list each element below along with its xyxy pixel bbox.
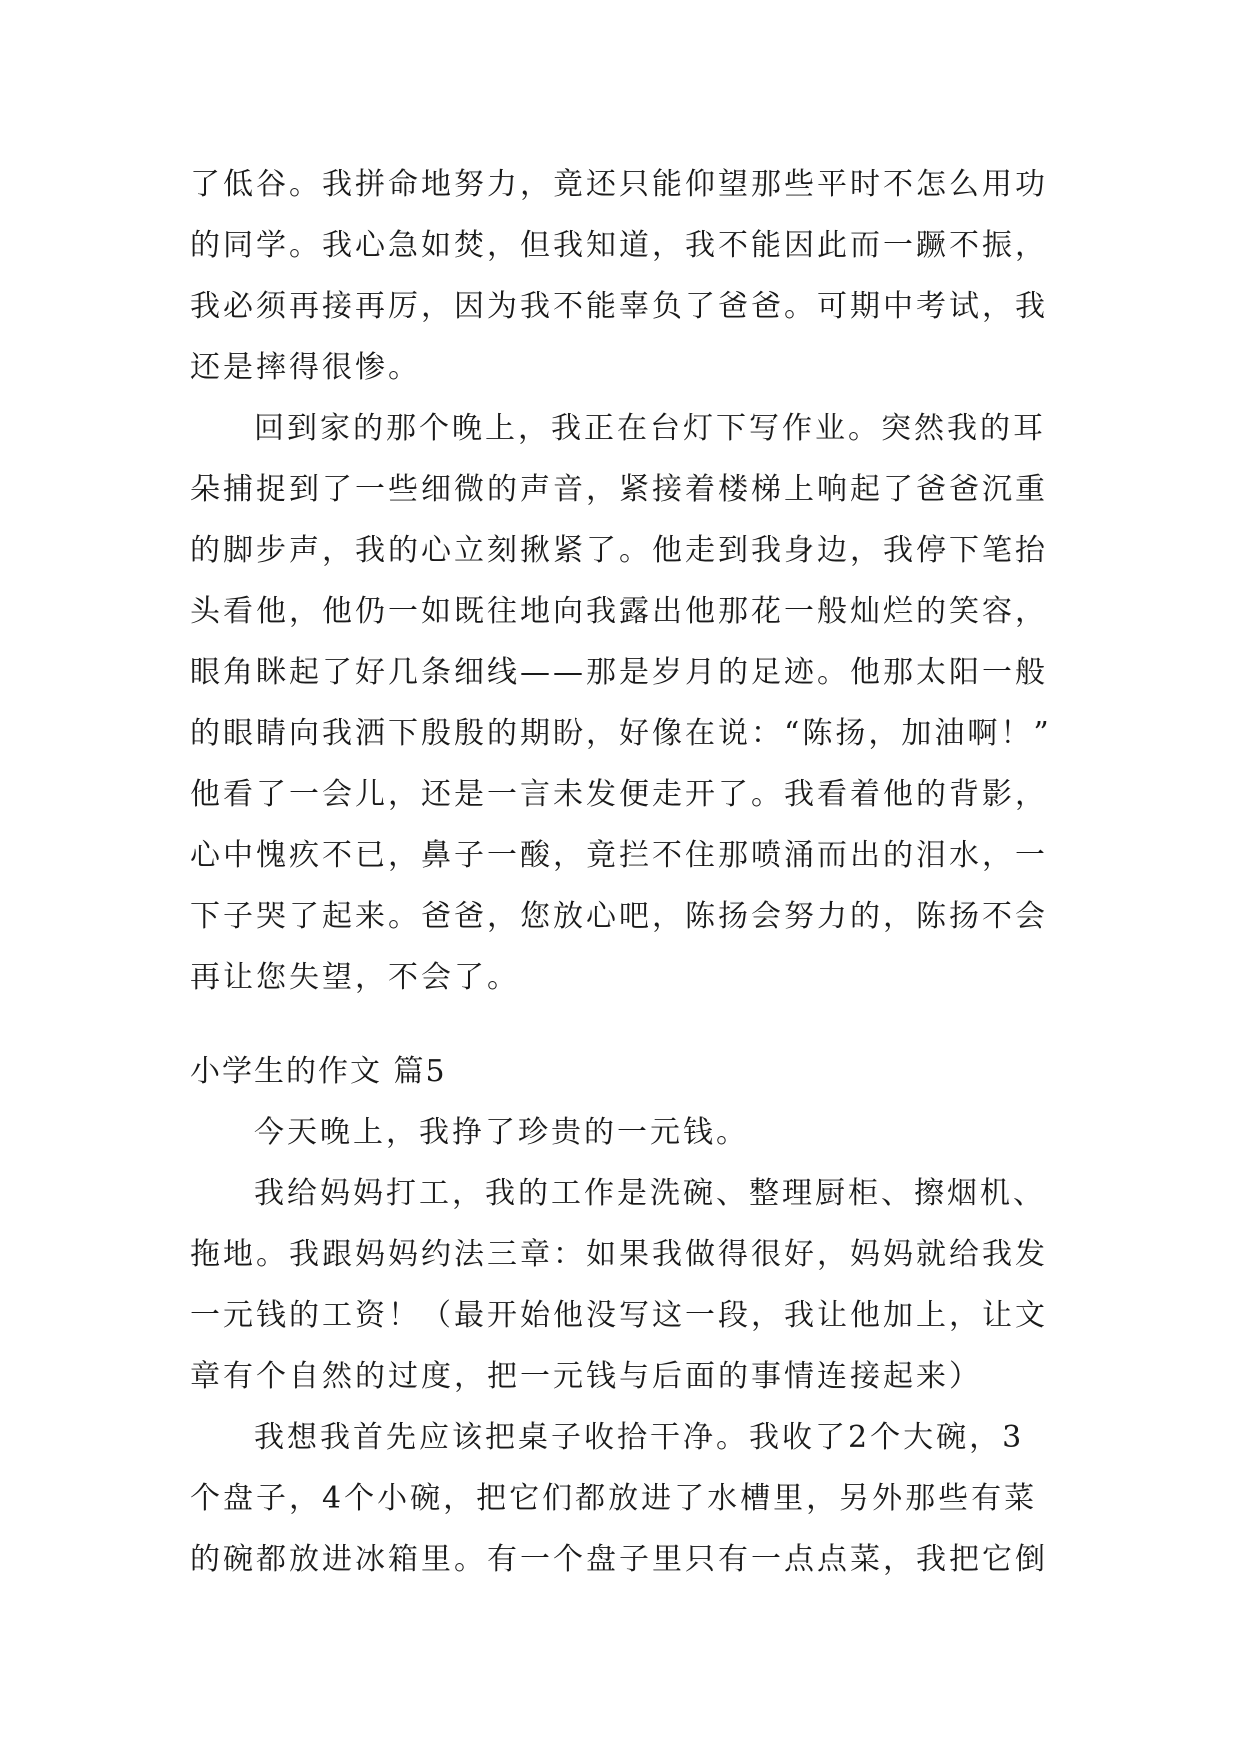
paragraph-1-line-4: 还是摔得很惨。 xyxy=(190,350,421,385)
paragraph-4-line-2: 拖地。我跟妈妈约法三章：如果我做得很好，妈妈就给我发 xyxy=(190,1237,1048,1272)
paragraph-2-line-9: 下子哭了起来。爸爸，您放心吧，陈扬会努力的，陈扬不会 xyxy=(190,899,1048,934)
essay-body-part-1 xyxy=(190,154,1050,1008)
paragraph-2-line-1: 回到家的那个晚上，我正在台灯下写作业。突然我的耳 xyxy=(254,411,1046,446)
paragraph-4-line-4: 章有个自然的过度，把一元钱与后面的事情连接起来） xyxy=(190,1359,982,1394)
paragraph-1-line-2: 的同学。我心急如焚，但我知道，我不能因此而一蹶不振， xyxy=(190,228,1048,263)
paragraph-5-line-3: 的碗都放进冰箱里。有一个盘子里只有一点点菜，我把它倒 xyxy=(190,1542,1048,1577)
paragraph-4-line-3: 一元钱的工资！（最开始他没写这一段，我让他加上，让文 xyxy=(190,1298,1048,1333)
paragraph-3 xyxy=(190,1102,1050,1163)
paragraph-5-line-2: 个盘子，4个小碗，把它们都放进了水槽里，另外那些有菜 xyxy=(190,1481,1038,1516)
paragraph-2-line-5: 眼角眯起了好几条细线——那是岁月的足迹。他那太阳一般 xyxy=(190,655,1048,690)
paragraph-4-line-1: 我给妈妈打工，我的工作是洗碗、整理厨柜、擦烟机、 xyxy=(254,1176,1046,1211)
paragraph-3-line-1: 今天晚上，我挣了珍贵的一元钱。 xyxy=(254,1115,749,1150)
paragraph-5 xyxy=(190,1407,1050,1590)
paragraph-2-line-2: 朵捕捉到了一些细微的声音，紧接着楼梯上响起了爸爸沉重 xyxy=(190,472,1048,507)
paragraph-1 xyxy=(190,154,1050,398)
paragraph-2-line-4: 头看他，他仍一如既往地向我露出他那花一般灿烂的笑容， xyxy=(190,594,1048,629)
paragraph-2 xyxy=(190,398,1050,1008)
paragraph-1-line-3: 我必须再接再厉，因为我不能辜负了爸爸。可期中考试，我 xyxy=(190,289,1048,324)
paragraph-2-line-3: 的脚步声，我的心立刻揪紧了。他走到我身边，我停下笔抬 xyxy=(190,533,1048,568)
section-heading: 小学生的作文 篇5 xyxy=(190,1054,447,1089)
paragraph-1-line-1: 了低谷。我拼命地努力，竟还只能仰望那些平时不怎么用功 xyxy=(190,167,1048,202)
paragraph-4 xyxy=(190,1163,1050,1407)
paragraph-2-line-6: 的眼睛向我洒下殷殷的期盼，好像在说：“陈扬，加油啊！” xyxy=(190,716,1052,751)
paragraph-2-line-7: 他看了一会儿，还是一言未发便走开了。我看着他的背影， xyxy=(190,777,1048,812)
paragraph-2-line-8: 心中愧疚不已，鼻子一酸，竟拦不住那喷涌而出的泪水，一 xyxy=(190,838,1048,873)
paragraph-5-line-1: 我想我首先应该把桌子收拾干净。我收了2个大碗，3 xyxy=(254,1420,1025,1455)
paragraph-2-line-10: 再让您失望，不会了。 xyxy=(190,960,520,995)
essay-body-part-2 xyxy=(190,1102,1050,1590)
